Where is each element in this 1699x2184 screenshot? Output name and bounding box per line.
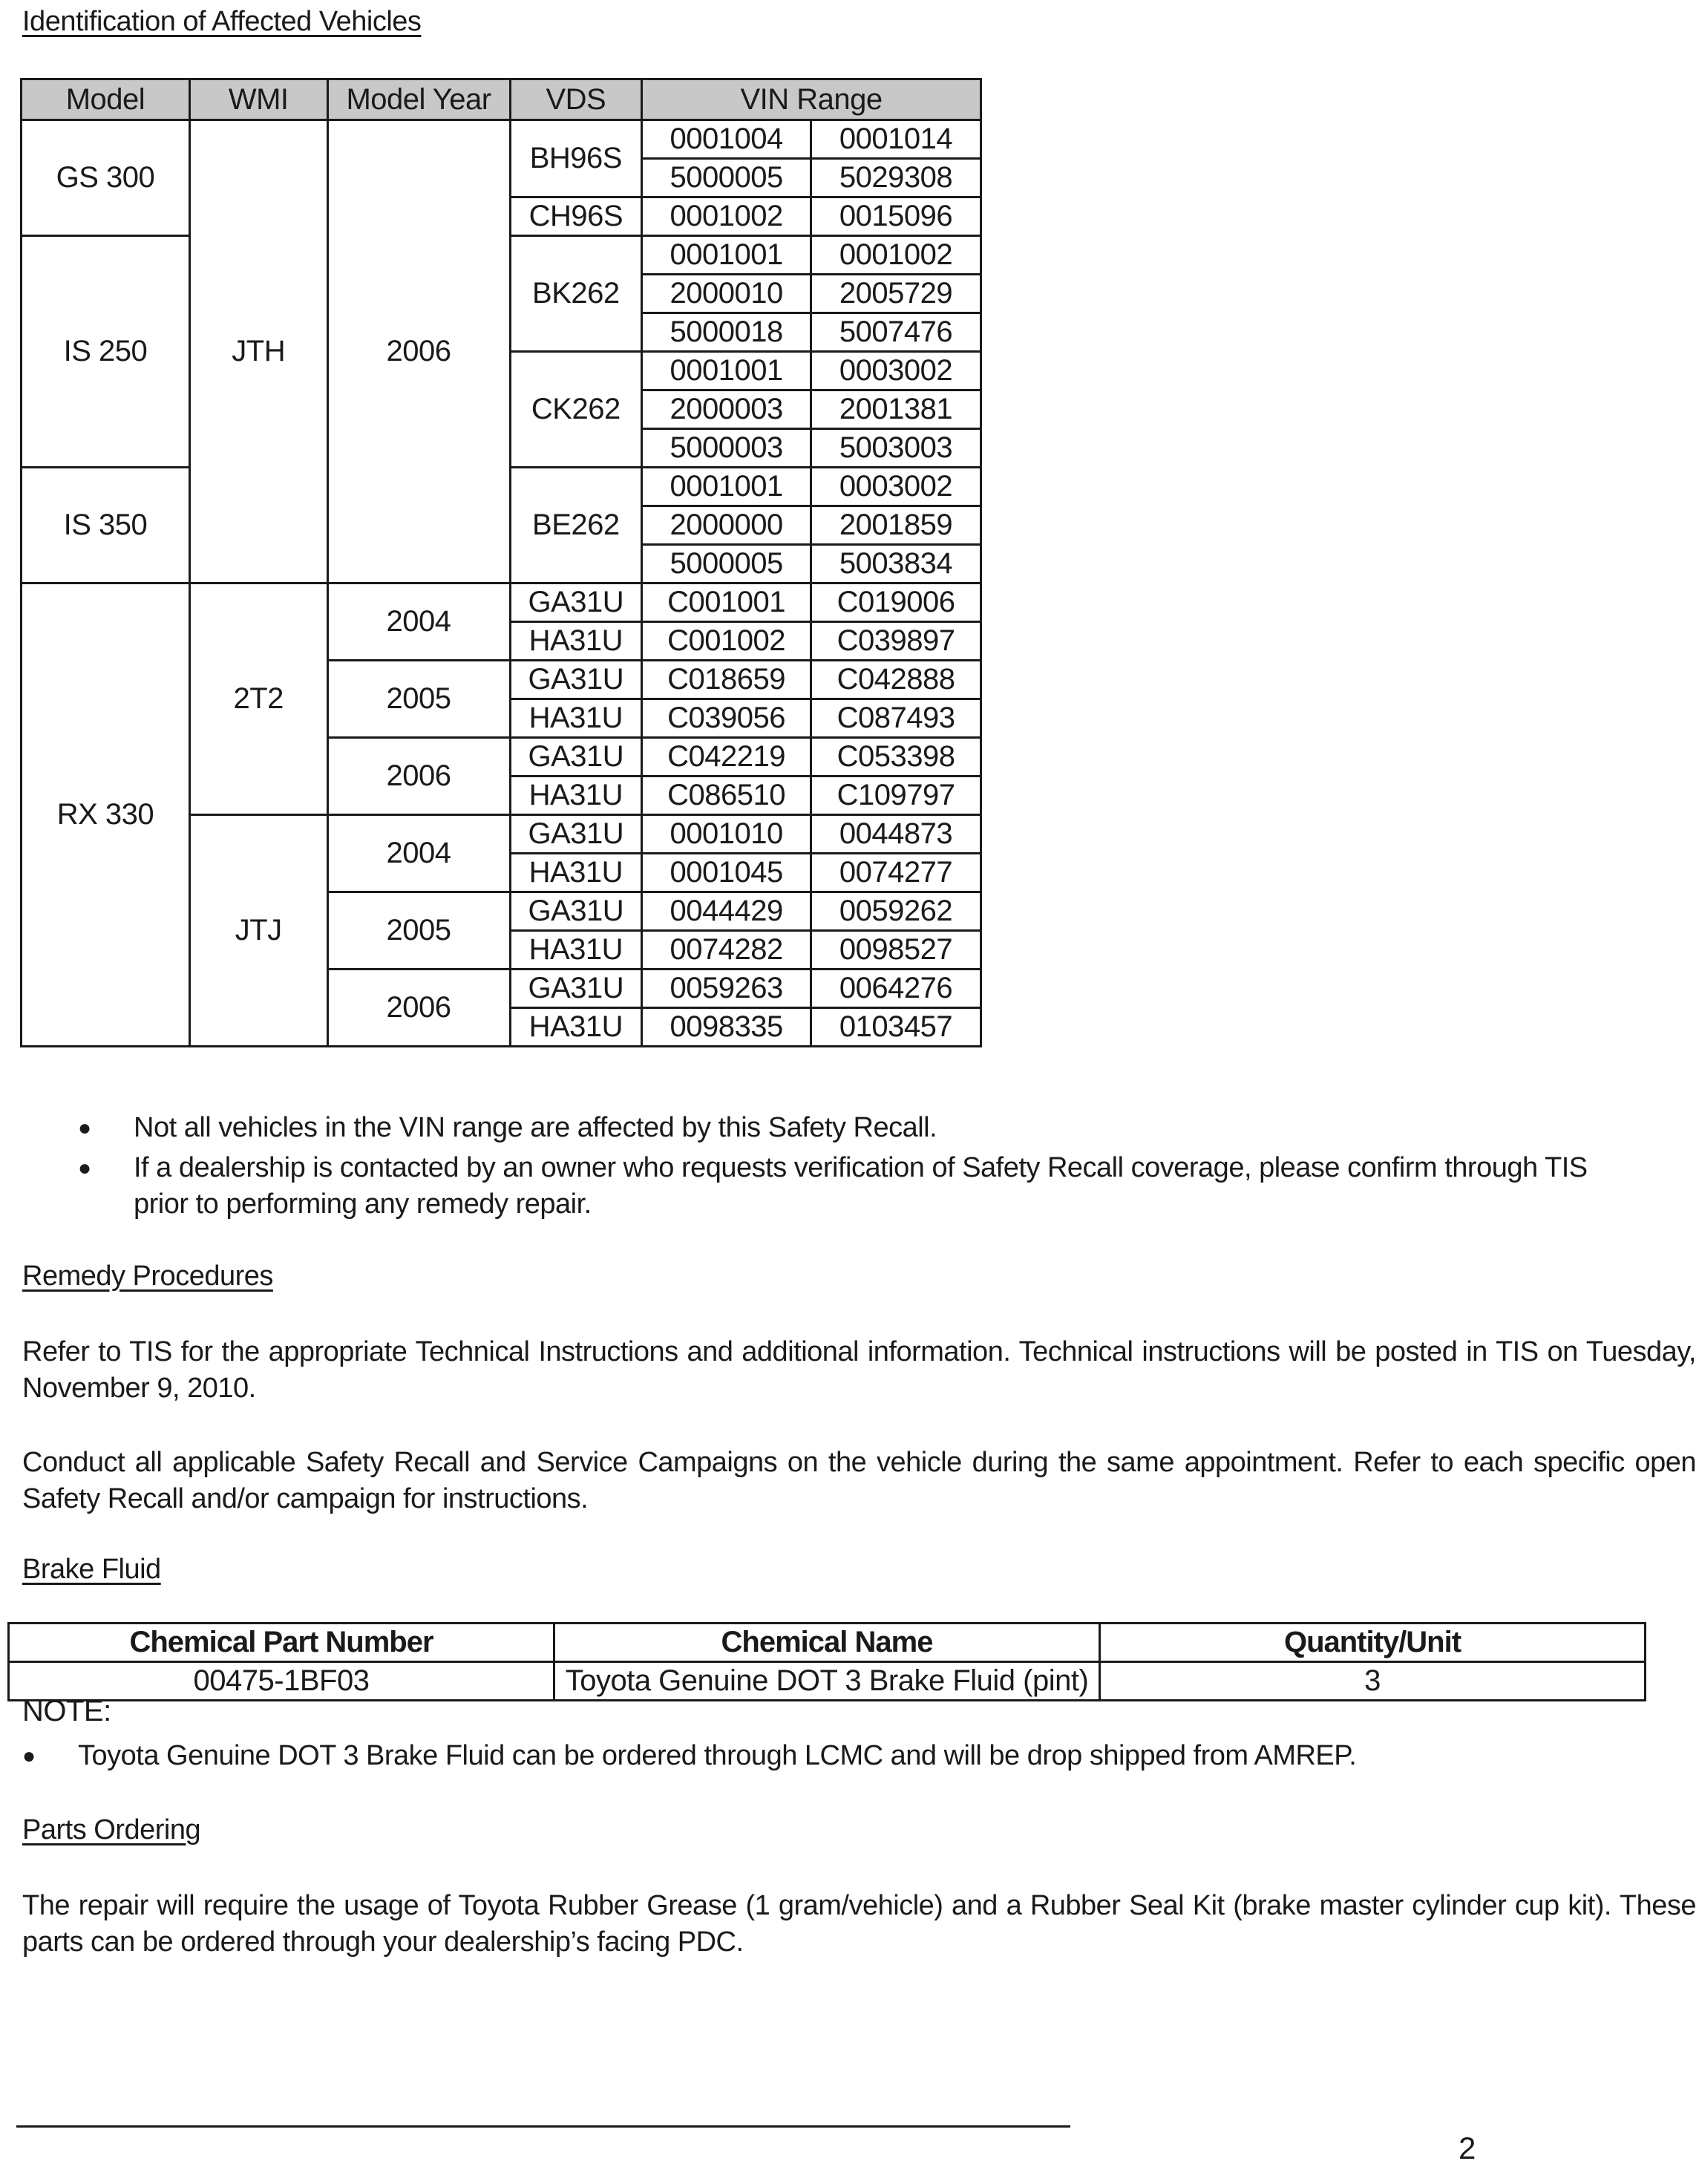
- section-heading-parts-ordering: Parts Ordering: [22, 1814, 201, 1845]
- column-header-model: Model: [22, 79, 190, 120]
- vin-end-cell: C019006: [811, 583, 981, 622]
- list-item: [78, 1110, 1618, 1146]
- column-header-vds: VDS: [510, 79, 642, 120]
- column-header-chemical-name: Chemical Name: [554, 1624, 1100, 1662]
- vin-start-cell: 5000003: [642, 429, 811, 468]
- vin-start-cell: 2000000: [642, 506, 811, 545]
- vds-cell: HA31U: [510, 777, 642, 815]
- vds-cell: GA31U: [510, 738, 642, 777]
- vin-note-text: Not all vehicles in the VIN range are affected by this Safety Recall.: [134, 1112, 937, 1143]
- vds-cell: BK262: [510, 236, 642, 352]
- table-header-row: [9, 1624, 1646, 1662]
- list-item: [22, 1738, 1637, 1774]
- remedy-paragraph: Refer to TIS for the appropriate Technical Instructions and additional information. Technical instructions will be posted in TIS on Tuesday, November 9, 2010.: [22, 1336, 1696, 1404]
- vin-start-cell: 0001002: [642, 197, 811, 236]
- model-year-cell: 2004: [327, 815, 510, 892]
- vds-cell: CH96S: [510, 197, 642, 236]
- wmi-cell: 2T2: [189, 583, 327, 815]
- column-header-wmi: WMI: [189, 79, 327, 120]
- vin-end-cell: 0003002: [811, 468, 981, 506]
- vin-start-cell: 0001001: [642, 236, 811, 275]
- vin-end-cell: 0001002: [811, 236, 981, 275]
- affected-vehicles-table: [20, 78, 982, 1047]
- model-cell: IS 250: [22, 236, 190, 468]
- vds-cell: HA31U: [510, 1008, 642, 1047]
- model-year-cell: 2005: [327, 661, 510, 738]
- model-year-cell: 2004: [327, 583, 510, 661]
- vin-end-cell: 2005729: [811, 275, 981, 313]
- model-year-cell: 2005: [327, 892, 510, 970]
- vds-cell: GA31U: [510, 661, 642, 699]
- vin-start-cell: C042219: [642, 738, 811, 777]
- bullet-icon: ●: [78, 1156, 91, 1180]
- vin-end-cell: 0059262: [811, 892, 981, 931]
- vds-cell: HA31U: [510, 854, 642, 892]
- vin-end-cell: 0098527: [811, 931, 981, 970]
- vds-cell: HA31U: [510, 931, 642, 970]
- section-heading-affected-vehicles: Identification of Affected Vehicles: [22, 6, 422, 37]
- vin-start-cell: 5000018: [642, 313, 811, 352]
- vin-end-cell: 0103457: [811, 1008, 981, 1047]
- note-label: NOTE:: [22, 1695, 111, 1727]
- vin-start-cell: 0001001: [642, 468, 811, 506]
- remedy-paragraph: Conduct all applicable Safety Recall and Service Campaigns on the vehicle during the same appointment. Refer to each specific open Safety Recall and/or campaign for instructions.: [22, 1447, 1696, 1514]
- vds-cell: GA31U: [510, 583, 642, 622]
- vin-start-cell: 0098335: [642, 1008, 811, 1047]
- part-number-cell: 00475-1BF03: [9, 1662, 554, 1701]
- vin-start-cell: 0001004: [642, 120, 811, 159]
- brake-fluid-table: [7, 1622, 1646, 1701]
- model-year-cell: 2006: [327, 120, 510, 583]
- vin-end-cell: 5003834: [811, 545, 981, 583]
- section-heading-remedy-procedures: Remedy Procedures: [22, 1261, 273, 1292]
- bullet-icon: ●: [78, 1116, 91, 1140]
- vin-start-cell: C018659: [642, 661, 811, 699]
- vin-end-cell: 5007476: [811, 313, 981, 352]
- footer-divider: [16, 2125, 1070, 2128]
- vds-cell: BH96S: [510, 120, 642, 197]
- vin-notes-list: [78, 1110, 1618, 1223]
- wmi-cell: JTJ: [189, 815, 327, 1047]
- table-row: [22, 583, 981, 622]
- vin-end-cell: 0064276: [811, 970, 981, 1008]
- vin-end-cell: 0074277: [811, 854, 981, 892]
- vin-start-cell: 2000003: [642, 390, 811, 429]
- column-header-quantity: Quantity/Unit: [1100, 1624, 1646, 1662]
- vin-end-cell: 0044873: [811, 815, 981, 854]
- vin-start-cell: 0044429: [642, 892, 811, 931]
- vin-start-cell: 0059263: [642, 970, 811, 1008]
- model-year-cell: 2006: [327, 738, 510, 815]
- model-cell: GS 300: [22, 120, 190, 236]
- vin-end-cell: 5029308: [811, 159, 981, 197]
- vin-start-cell: 0001045: [642, 854, 811, 892]
- vin-end-cell: 0003002: [811, 352, 981, 390]
- quantity-cell: 3: [1100, 1662, 1646, 1701]
- vin-end-cell: 2001859: [811, 506, 981, 545]
- vin-end-cell: C039897: [811, 622, 981, 661]
- chemical-name-cell: Toyota Genuine DOT 3 Brake Fluid (pint): [554, 1662, 1100, 1701]
- vds-cell: GA31U: [510, 815, 642, 854]
- vin-end-cell: C053398: [811, 738, 981, 777]
- vin-end-cell: C109797: [811, 777, 981, 815]
- vin-end-cell: 0015096: [811, 197, 981, 236]
- vin-note-text: If a dealership is contacted by an owner who requests verification of Safety Recall coverage, please confirm through TIS prior to performing any remedy repair.: [134, 1152, 1588, 1220]
- list-item: [78, 1150, 1618, 1223]
- vin-start-cell: C001002: [642, 622, 811, 661]
- vin-end-cell: C042888: [811, 661, 981, 699]
- table-row: [22, 120, 981, 159]
- vds-cell: HA31U: [510, 622, 642, 661]
- column-header-vin-range: VIN Range: [642, 79, 981, 120]
- vds-cell: BE262: [510, 468, 642, 583]
- vin-end-cell: 5003003: [811, 429, 981, 468]
- table-row: [9, 1662, 1646, 1701]
- table-header-row: [22, 79, 981, 120]
- vin-start-cell: 0001001: [642, 352, 811, 390]
- vin-end-cell: 0001014: [811, 120, 981, 159]
- note-list: [22, 1738, 1637, 1774]
- vds-cell: CK262: [510, 352, 642, 468]
- section-heading-brake-fluid: Brake Fluid: [22, 1554, 161, 1585]
- vin-start-cell: 0074282: [642, 931, 811, 970]
- vin-start-cell: 0001010: [642, 815, 811, 854]
- vds-cell: GA31U: [510, 970, 642, 1008]
- vin-start-cell: C039056: [642, 699, 811, 738]
- model-year-cell: 2006: [327, 970, 510, 1047]
- column-header-part-number: Chemical Part Number: [9, 1624, 554, 1662]
- model-cell: RX 330: [22, 583, 190, 1047]
- column-header-model-year: Model Year: [327, 79, 510, 120]
- bullet-icon: ●: [22, 1744, 36, 1768]
- vin-start-cell: 5000005: [642, 545, 811, 583]
- vin-end-cell: 2001381: [811, 390, 981, 429]
- vin-end-cell: C087493: [811, 699, 981, 738]
- model-cell: IS 350: [22, 468, 190, 583]
- vin-start-cell: C001001: [642, 583, 811, 622]
- vin-start-cell: 2000010: [642, 275, 811, 313]
- vin-start-cell: 5000005: [642, 159, 811, 197]
- note-text: Toyota Genuine DOT 3 Brake Fluid can be ordered through LCMC and will be drop shipped from AMREP.: [78, 1740, 1357, 1771]
- parts-paragraph: The repair will require the usage of Toyota Rubber Grease (1 gram/vehicle) and a Rubber Seal Kit (brake master cylinder cup kit). These parts can be ordered through your dealership’s facing PDC.: [22, 1890, 1696, 1958]
- page-number: 2: [1459, 2131, 1476, 2165]
- vds-cell: GA31U: [510, 892, 642, 931]
- wmi-cell: JTH: [189, 120, 327, 583]
- vin-start-cell: C086510: [642, 777, 811, 815]
- vds-cell: HA31U: [510, 699, 642, 738]
